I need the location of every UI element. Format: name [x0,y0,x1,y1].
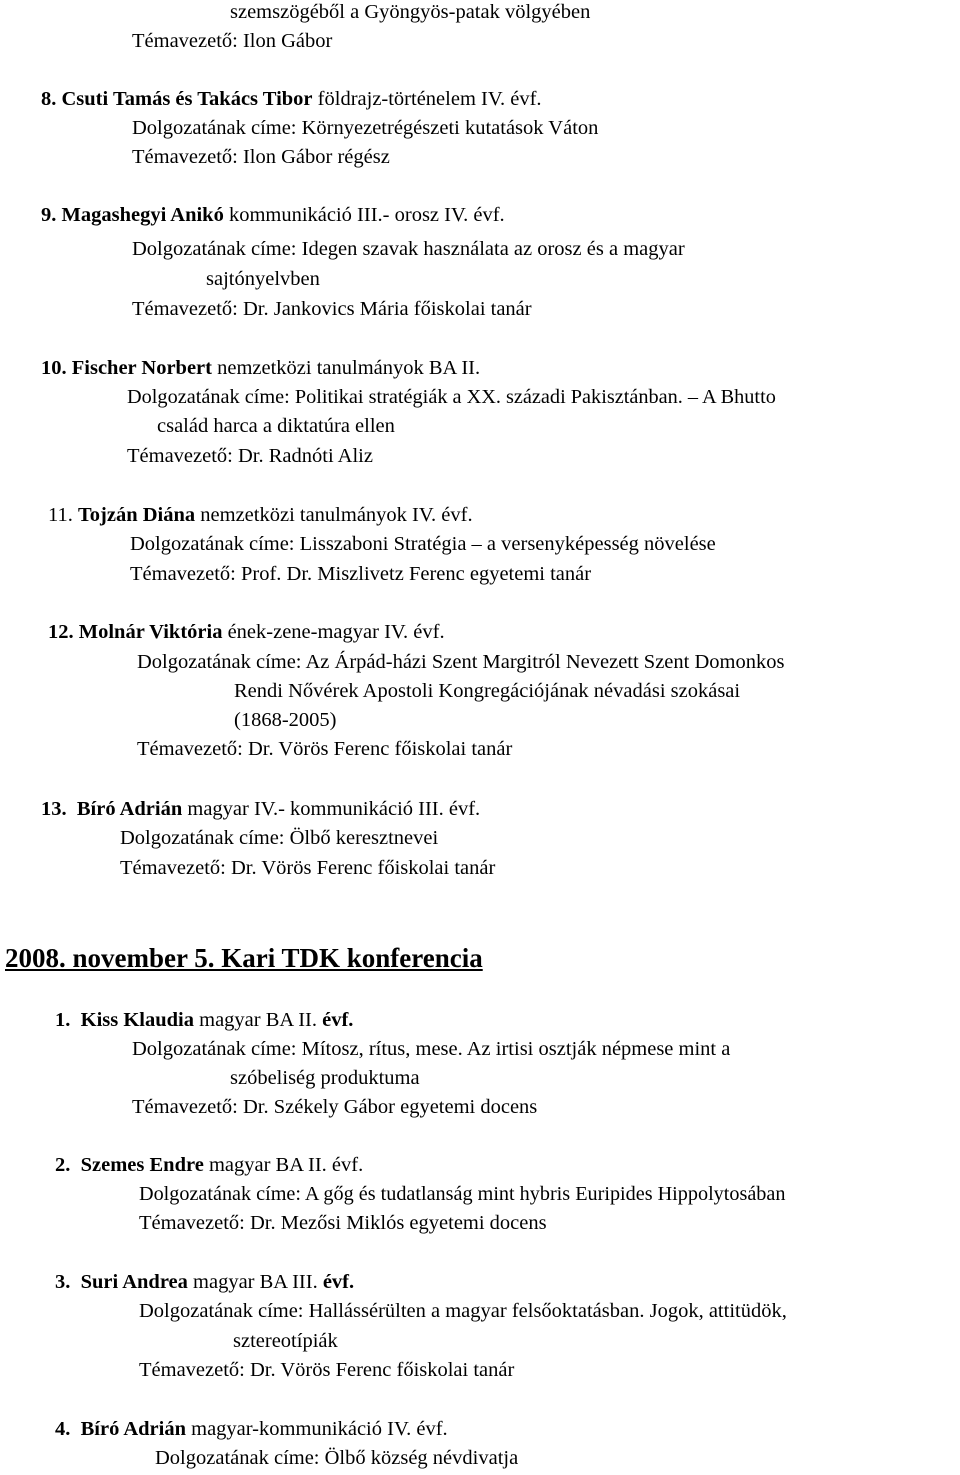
entry-number: 8. [41,88,57,110]
entry-11-supervisor: Témavezető: Prof. Dr. Miszlivetz Ferenc egyetemi tanár [130,563,592,585]
entry-number: 10. [41,357,67,379]
entry-number: 3. [55,1271,71,1293]
student-name: Magashegyi Anikó [61,204,224,226]
student-program: nemzetközi tanulmányok IV. évf. [195,504,473,526]
entry-8-supervisor: Témavezető: Ilon Gábor régész [132,146,390,168]
entry-8-title: Dolgozatának címe: Környezetrégészeti kutatások Váton [132,117,599,139]
entry-number: 9. [41,204,57,226]
nov-entry-3-supervisor: Témavezető: Dr. Vörös Ferenc főiskolai tanár [139,1359,515,1381]
student-name: Bíró Adrián [80,1418,186,1440]
entry-10-supervisor: Témavezető: Dr. Radnóti Aliz [127,445,373,467]
student-program: magyar IV.- kommunikáció III. évf. [182,798,481,820]
entry-number: 11. [48,504,73,526]
entry-8-header [41,89,542,110]
nov-entry-2-header [55,1155,363,1176]
student-program: magyar-kommunikáció IV. évf. [186,1418,448,1440]
entry-7-supervisor: Témavezető: Ilon Gábor [132,30,333,52]
entry-number: 2. [55,1154,71,1176]
student-name: Fischer Norbert [71,357,212,379]
nov-entry-1-title-line2: szóbeliség produktuma [230,1067,420,1089]
entry-number: 13. [41,798,67,820]
student-name: Csuti Tamás és Takács Tibor [61,88,313,110]
student-program: földrajz-történelem IV. évf. [312,88,542,110]
nov-entry-3-title-line2: sztereotípiák [233,1330,338,1352]
entry-13-header [41,799,480,820]
student-program: nemzetközi tanulmányok BA II. [211,357,481,379]
student-name: Suri Andrea [80,1271,188,1293]
student-name: Bíró Adrián [76,798,183,820]
entry-13-title: Dolgozatának címe: Ölbő keresztnevei [120,827,439,849]
student-name: Molnár Viktória [78,621,223,643]
section-heading: 2008. november 5. Kari TDK konferencia [5,943,483,973]
nov-entry-3-header [55,1272,354,1293]
entry-12-title-line2: Rendi Nővérek Apostoli Kongregációjának névadási szokásai [234,680,741,702]
student-program-suffix: évf. [317,1271,355,1293]
entry-9-title-line2: sajtónyelvben [206,268,320,290]
student-program: ének-zene-magyar IV. évf. [222,621,445,643]
nov-entry-2-supervisor: Témavezető: Dr. Mezősi Miklós egyetemi docens [139,1212,547,1234]
student-name: Tojzán Diána [78,504,196,526]
entry-12-title: Dolgozatának címe: Az Árpád-házi Szent Margitról Nevezett Szent Domonkos [137,651,785,673]
entry-9-supervisor: Témavezető: Dr. Jankovics Mária főiskolai tanár [132,298,532,320]
nov-entry-2-title: Dolgozatának címe: A gőg és tudatlanság mint hybris Euripides Hippolytosában [139,1183,786,1205]
entry-12-title-line3: (1868-2005) [234,709,337,731]
entry-number: 12. [48,621,74,643]
nov-entry-4-header [55,1419,448,1440]
entry-9-header [41,205,505,226]
entry-number: 4. [55,1418,71,1440]
nov-entry-4-title: Dolgozatának címe: Ölbő község névdivatja [155,1447,519,1469]
nov-entry-1-title: Dolgozatának címe: Mítosz, rítus, mese. Az irtisi osztják népmese mint a [132,1038,731,1060]
entry-11-header [48,505,473,526]
entry-9-title: Dolgozatának címe: Idegen szavak használata az orosz és a magyar [132,238,685,260]
entry-7-title-continuation: szemszögéből a Gyöngyös-patak völgyében [230,1,591,23]
entry-13-supervisor: Témavezető: Dr. Vörös Ferenc főiskolai tanár [120,857,496,879]
student-program-suffix: évf. [316,1009,354,1031]
student-program: magyar BA III. [187,1271,318,1293]
entry-12-supervisor: Témavezető: Dr. Vörös Ferenc főiskolai tanár [137,738,513,760]
student-program: magyar BA II. [194,1009,317,1031]
entry-11-title: Dolgozatának címe: Lisszaboni Stratégia – a versenyképesség növelése [130,533,716,555]
entry-10-title: Dolgozatának címe: Politikai stratégiák a XX. századi Pakisztánban. – A Bhutto [127,386,776,408]
student-name: Szemes Endre [80,1154,204,1176]
entry-10-header [41,358,480,379]
nov-entry-1-supervisor: Témavezető: Dr. Székely Gábor egyetemi docens [132,1096,538,1118]
student-program: magyar BA II. évf. [203,1154,364,1176]
nov-entry-1-header [55,1010,353,1031]
student-program: kommunikáció III.- orosz IV. évf. [223,204,505,226]
entry-number: 1. [55,1009,71,1031]
entry-12-header [48,622,445,643]
entry-10-title-line2: család harca a diktatúra ellen [157,415,395,437]
student-name: Kiss Klaudia [80,1009,194,1031]
nov-entry-3-title: Dolgozatának címe: Hallássérülten a magyar felsőoktatásban. Jogok, attitüdök, [139,1300,787,1322]
